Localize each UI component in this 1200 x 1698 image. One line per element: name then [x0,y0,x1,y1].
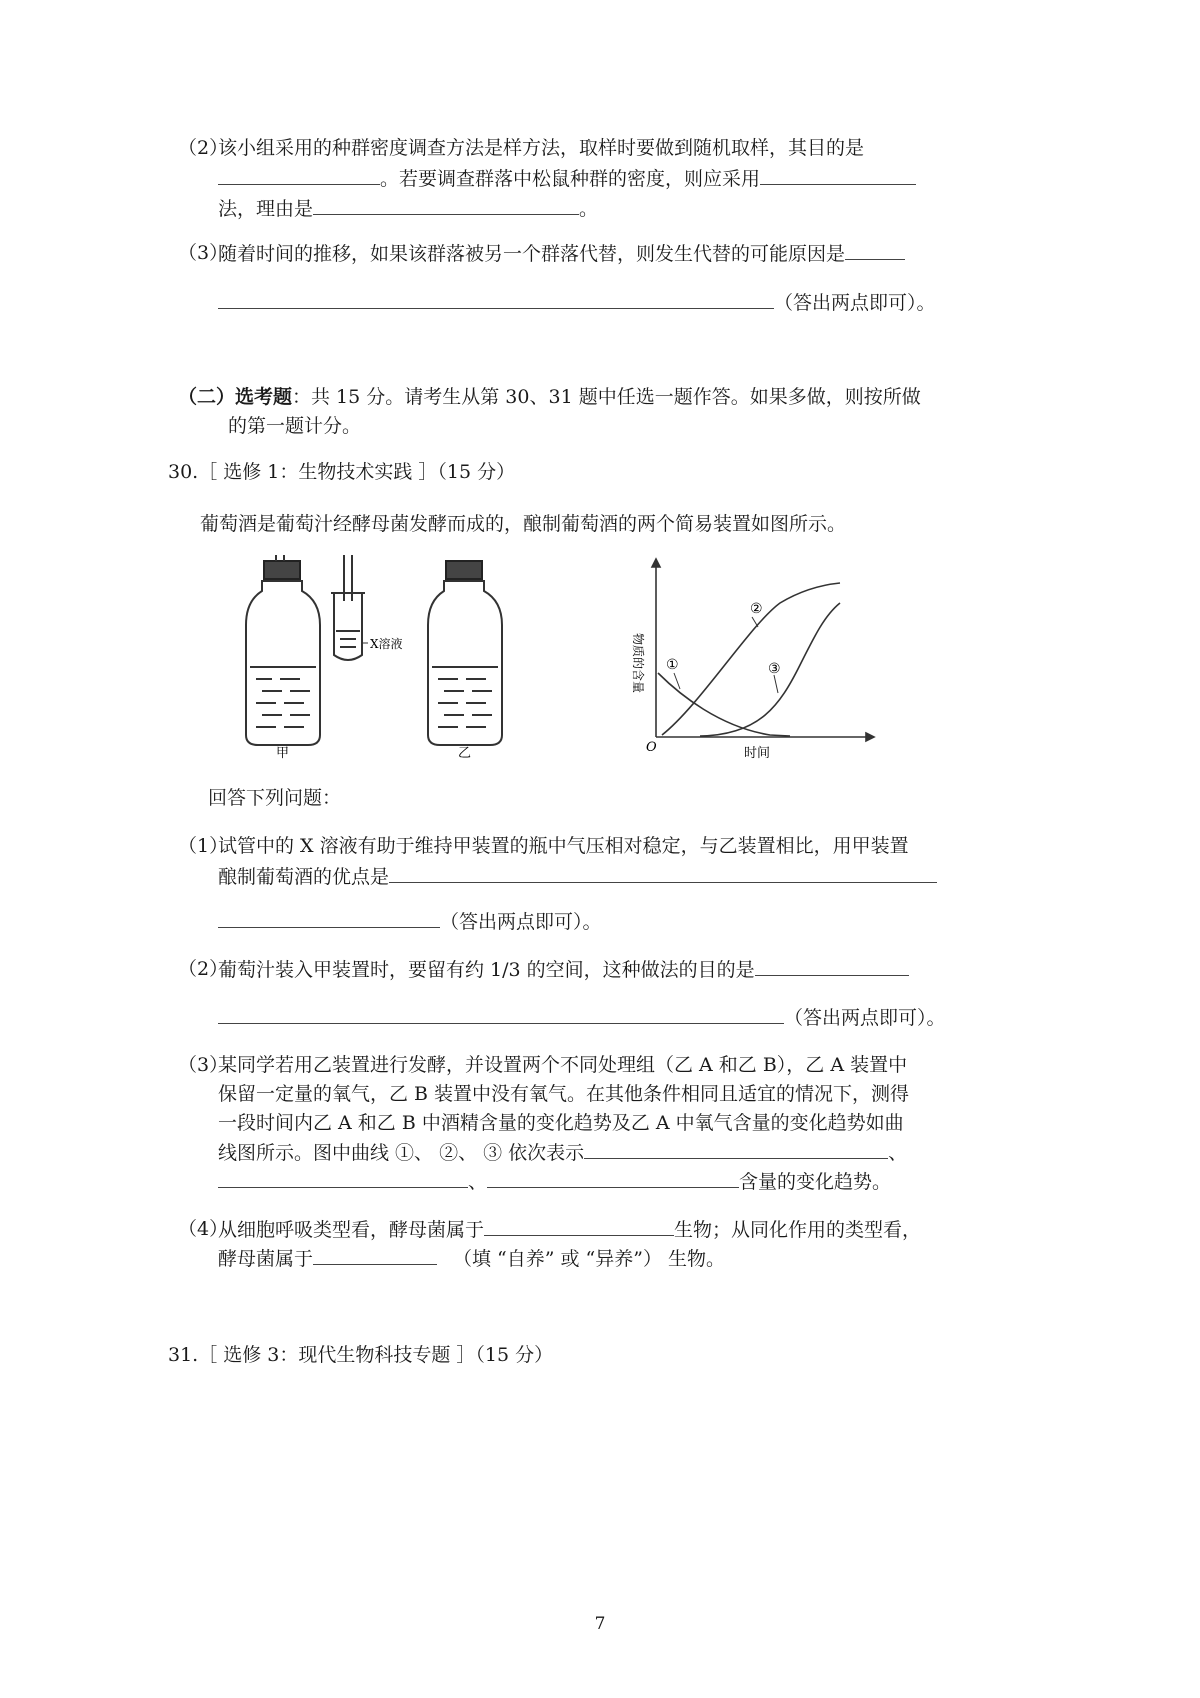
q29-p3-num: （3） [178,242,229,264]
q30-p1-num: （1） [178,835,229,857]
q29-p3-line1: 随着时间的推移，如果该群落被另一个群落代替，则发生代替的可能原因是 [218,239,905,269]
q29-p2-line3: 法，理由是 。 [218,194,598,224]
curve-label-1: ① [666,657,679,673]
page-number: 7 [594,1614,606,1634]
q30-p1-line1: 试管中的 X 溶液有助于维持甲装置的瓶中气压相对稳定，与乙装置相比，用甲装置 [218,835,909,857]
q30-p4-line2: 酵母菌属于 （填 “自养” 或 “异养”） 生物。 [218,1244,725,1274]
apparatus-yi [428,561,502,745]
answer-blank[interactable] [760,164,916,185]
answer-blank[interactable] [484,1215,674,1236]
apparatus-jia [246,555,368,745]
answer-blank[interactable] [845,239,905,260]
x-solution-label: X溶液 [370,637,403,651]
curve-label-2: ② [750,601,763,617]
q30-p1-line2: 酿制葡萄酒的优点是 [218,862,937,892]
q29-p2-line2: 。若要调查群落中松鼠种群的密度，则应采用 [218,164,916,194]
answer-blank[interactable] [313,1244,437,1265]
label-yi: 乙 [458,746,472,761]
answer-blank[interactable] [487,1167,739,1188]
origin-label: O [646,740,657,755]
q30-p4-line1: 从细胞呼吸类型看，酵母菌属于 生物；从同化作用的类型看， [218,1215,921,1245]
answer-blank[interactable] [218,1167,468,1188]
q29-p3-line2: （答出两点即可）。 [218,288,936,318]
q30-p2-num: （2） [178,958,229,980]
answer-blank[interactable] [218,288,774,309]
answer-blank[interactable] [755,955,909,976]
q30-answer-intro: 回答下列问题： [208,787,342,809]
q29-p2-line1: 该小组采用的种群密度调查方法是样方法，取样时要做到随机取样，其目的是 [218,137,865,159]
q30-p4-num: （4） [178,1218,229,1240]
section2-line1: （二）选考题：共 15 分。请考生从第 30、31 题中任选一题作答。如果多做，则按所做 [178,386,921,408]
answer-blank[interactable] [218,907,440,928]
x-axis-label: 时间 [744,746,771,761]
answer-blank[interactable] [313,194,579,215]
section2-line2: 的第一题计分。 [228,415,362,437]
q30-p3-line2: 保留一定量的氧气，乙 B 装置中没有氧气。在其他条件相同且适宜的情况下，测得 [218,1083,910,1105]
q30-p3-num: （3） [178,1054,229,1076]
q30-p3-line1: 某同学若用乙装置进行发酵，并设置两个不同处理组（乙 A 和乙 B），乙 A 装置中 [218,1054,908,1076]
q30-p1-line3: （答出两点即可）。 [218,907,602,937]
q30-p3-line4: 线图所示。图中曲线 ①、 ②、 ③ 依次表示 、 [218,1138,907,1168]
curve-graph [652,559,874,741]
q31-title: 31.［ 选修 3：现代生物科技专题 ］（15 分） [168,1344,554,1366]
answer-blank[interactable] [389,862,937,883]
q29-p2-num: （2） [178,137,229,159]
q30-title: 30.［ 选修 1：生物技术实践 ］（15 分） [168,461,516,483]
curve-label-3: ③ [768,661,781,677]
q30-p3-line5: 、 含量的变化趋势。 [218,1167,891,1197]
q30-figure [0,555,1200,775]
q30-p2-line1: 葡萄汁装入甲装置时，要留有约 1/3 的空间，这种做法的目的是 [218,955,909,985]
answer-blank[interactable] [584,1138,888,1159]
q30-p3-line3: 一段时间内乙 A 和乙 B 中酒精含量的变化趋势及乙 A 中氧气含量的变化趋势如曲 [218,1112,904,1134]
q30-p2-line2: （答出两点即可）。 [218,1003,946,1033]
label-jia: 甲 [276,746,290,761]
answer-blank[interactable] [218,164,380,185]
q30-intro: 葡萄酒是葡萄汁经酵母菌发酵而成的，酿制葡萄酒的两个简易装置如图所示。 [200,513,847,535]
answer-blank[interactable] [218,1003,784,1024]
y-axis-label: 物质的含量 [631,633,645,694]
